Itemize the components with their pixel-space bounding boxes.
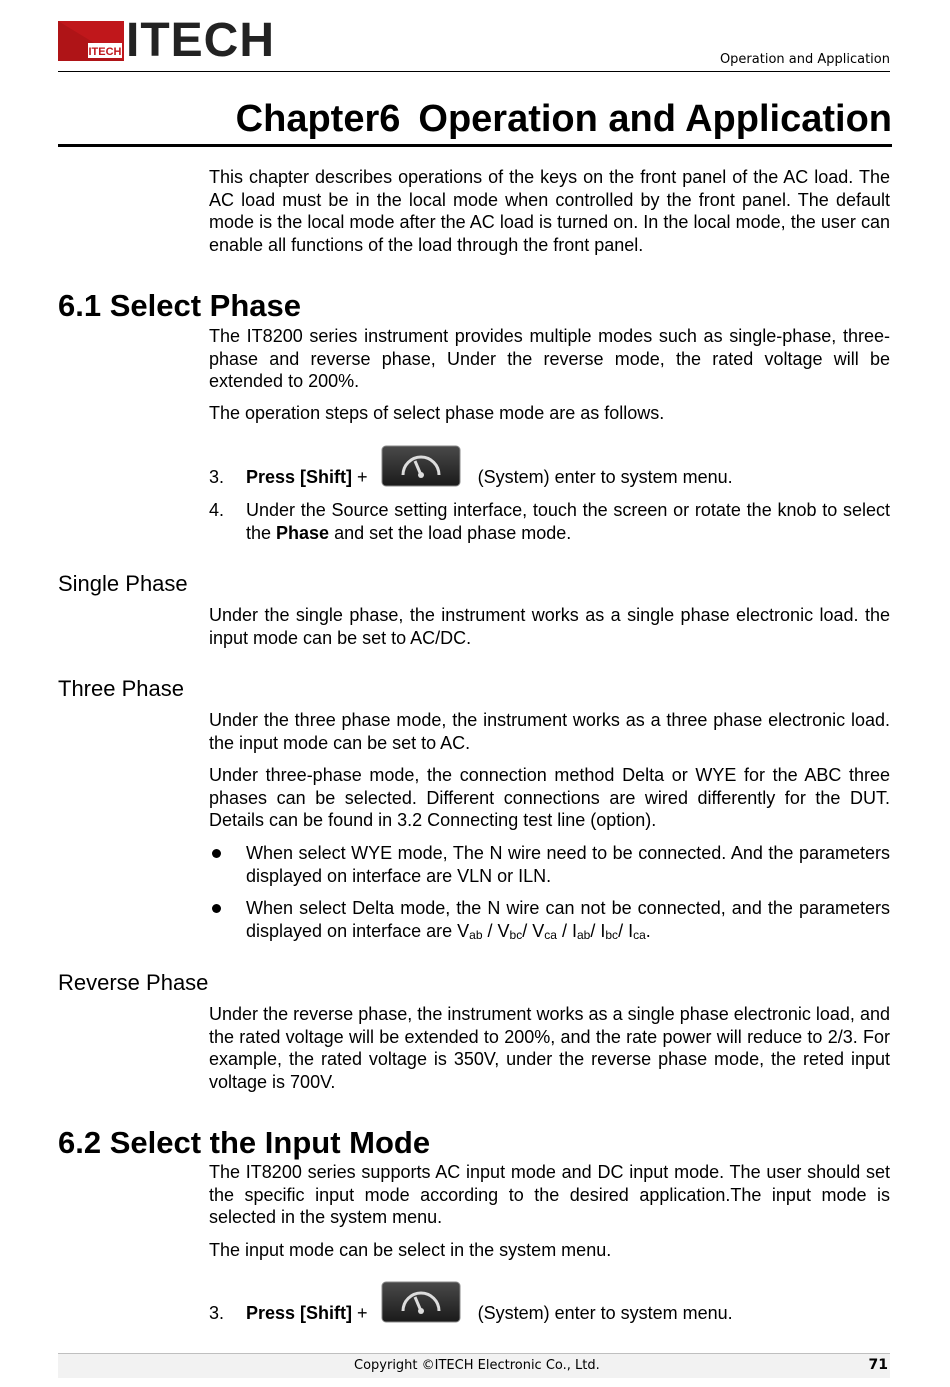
reverse-phase-heading: Reverse Phase xyxy=(58,970,209,995)
bullet-text: When select WYE mode, The N wire need to be connected. And the parameters displayed on interface are VLN or ILN. xyxy=(246,843,890,886)
chapter-name: Operation and Application xyxy=(418,98,892,140)
delta-parameter: $V_{ab}$ / xyxy=(457,920,498,942)
step-number: 4. xyxy=(209,500,225,520)
running-header-title: Operation and Application xyxy=(719,52,890,67)
single-phase-paragraph: Under the single phase, the instrument works as a single phase electronic load. the input mode can be set to AC/DC. xyxy=(209,605,890,648)
page-header xyxy=(58,14,890,74)
three-phase-paragraph-1: Under the three phase mode, the instrument works as a three phase electronic load. the input mode can be set to AC. xyxy=(209,710,890,753)
copyright-text: Copyright ©ITECH Electronic Co., Ltd. xyxy=(354,1358,600,1373)
step-rest-text: (System) enter to system menu. xyxy=(477,467,733,487)
delta-parameter: $I_{ab}/$ xyxy=(571,920,601,942)
logo-small-text: ITECH xyxy=(88,46,122,58)
delta-parameter: $V_{bc}/$ xyxy=(497,920,533,942)
itech-logo xyxy=(58,14,275,67)
logo-wordmark: ITECH xyxy=(126,14,275,67)
header-divider xyxy=(58,71,890,72)
step-text-tail: and set the load phase mode. xyxy=(329,522,572,543)
page-number: 71 xyxy=(868,1357,888,1373)
delta-parameter: $I_{bc}/$ xyxy=(600,920,629,942)
bullet-text: When select Delta mode, the N wire can not be connected, and the parameters displayed on interface are xyxy=(246,898,890,941)
bullet-wye-mode xyxy=(209,842,890,887)
plus-sign: + xyxy=(357,1303,368,1323)
step-bold-term: Phase xyxy=(276,522,330,543)
delta-parameter: $V_{ca}$ / xyxy=(532,920,572,942)
section-6-1-paragraph-1: The IT8200 series instrument provides multiple modes such as single-phase, three-phase and reverse phase, Under the reverse mode, the rated voltage will be extended to 200%. xyxy=(209,326,890,391)
three-phase-paragraph-2: Under three-phase mode, the connection method Delta or WYE for the ABC three phases can be selected. Different connections are wired differently for the DUT. Details can be found in 3.2 Connecting test line (option). xyxy=(209,765,890,830)
three-phase-heading: Three Phase xyxy=(58,676,184,701)
delta-parameter: $I_{ca}$. xyxy=(628,920,651,942)
chapter-number: Chapter6 xyxy=(235,98,401,140)
step-text: Under the Source setting interface, touch the screen or rotate the knob to select the xyxy=(246,500,890,543)
intro-paragraph: This chapter describes operations of the keys on the front panel of the AC load. The AC load must be in the local mode when controlled by the front panel. The default mode is the local mode after the AC load is turned on. In the local mode, the user can enable all functions of the load through the front panel. xyxy=(209,167,890,255)
section-heading-6-1: 6.1 Select Phase xyxy=(58,288,301,323)
page-footer xyxy=(58,1353,890,1378)
system-gauge-icon xyxy=(381,445,461,487)
section-6-2-paragraph-1: The IT8200 series supports AC input mode and DC input mode. The user should set the specific input mode according to the desired application.The input mode is selected in the system menu. xyxy=(209,1162,890,1227)
step-3-select-phase xyxy=(209,466,890,489)
section-heading-6-2: 6.2 Select the Input Mode xyxy=(58,1125,431,1160)
reverse-phase-paragraph: Under the reverse phase, the instrument works as a single phase electronic load, and the rated voltage will be extended to 200%, and the rate power will reduce to 2/3. For example, the rated voltage is 350V, under the reverse phase mode, the reted input voltage is 700V. xyxy=(209,1004,890,1092)
itech-logo-mark-icon xyxy=(58,19,124,63)
step-3-input-mode xyxy=(209,1302,890,1325)
step-number: 3. xyxy=(209,467,225,487)
chapter-title xyxy=(58,96,892,147)
step-number: 3. xyxy=(209,1303,225,1323)
step-rest-text: (System) enter to system menu. xyxy=(477,1303,733,1323)
plus-sign: + xyxy=(357,467,368,487)
section-6-1-paragraph-2: The operation steps of select phase mode are as follows. xyxy=(209,403,665,423)
section-6-2-paragraph-2: The input mode can be select in the system menu. xyxy=(209,1240,612,1260)
delta-parameter-list xyxy=(457,921,651,941)
bullet-dot-icon xyxy=(212,904,221,913)
bullet-dot-icon xyxy=(212,849,221,858)
step-4-select-phase xyxy=(209,499,890,544)
single-phase-heading: Single Phase xyxy=(58,571,188,596)
step-key-label: Press [Shift] xyxy=(246,1303,353,1323)
step-key-label: Press [Shift] xyxy=(246,467,353,487)
system-gauge-icon xyxy=(381,1281,461,1323)
bullet-delta-mode xyxy=(209,897,890,942)
